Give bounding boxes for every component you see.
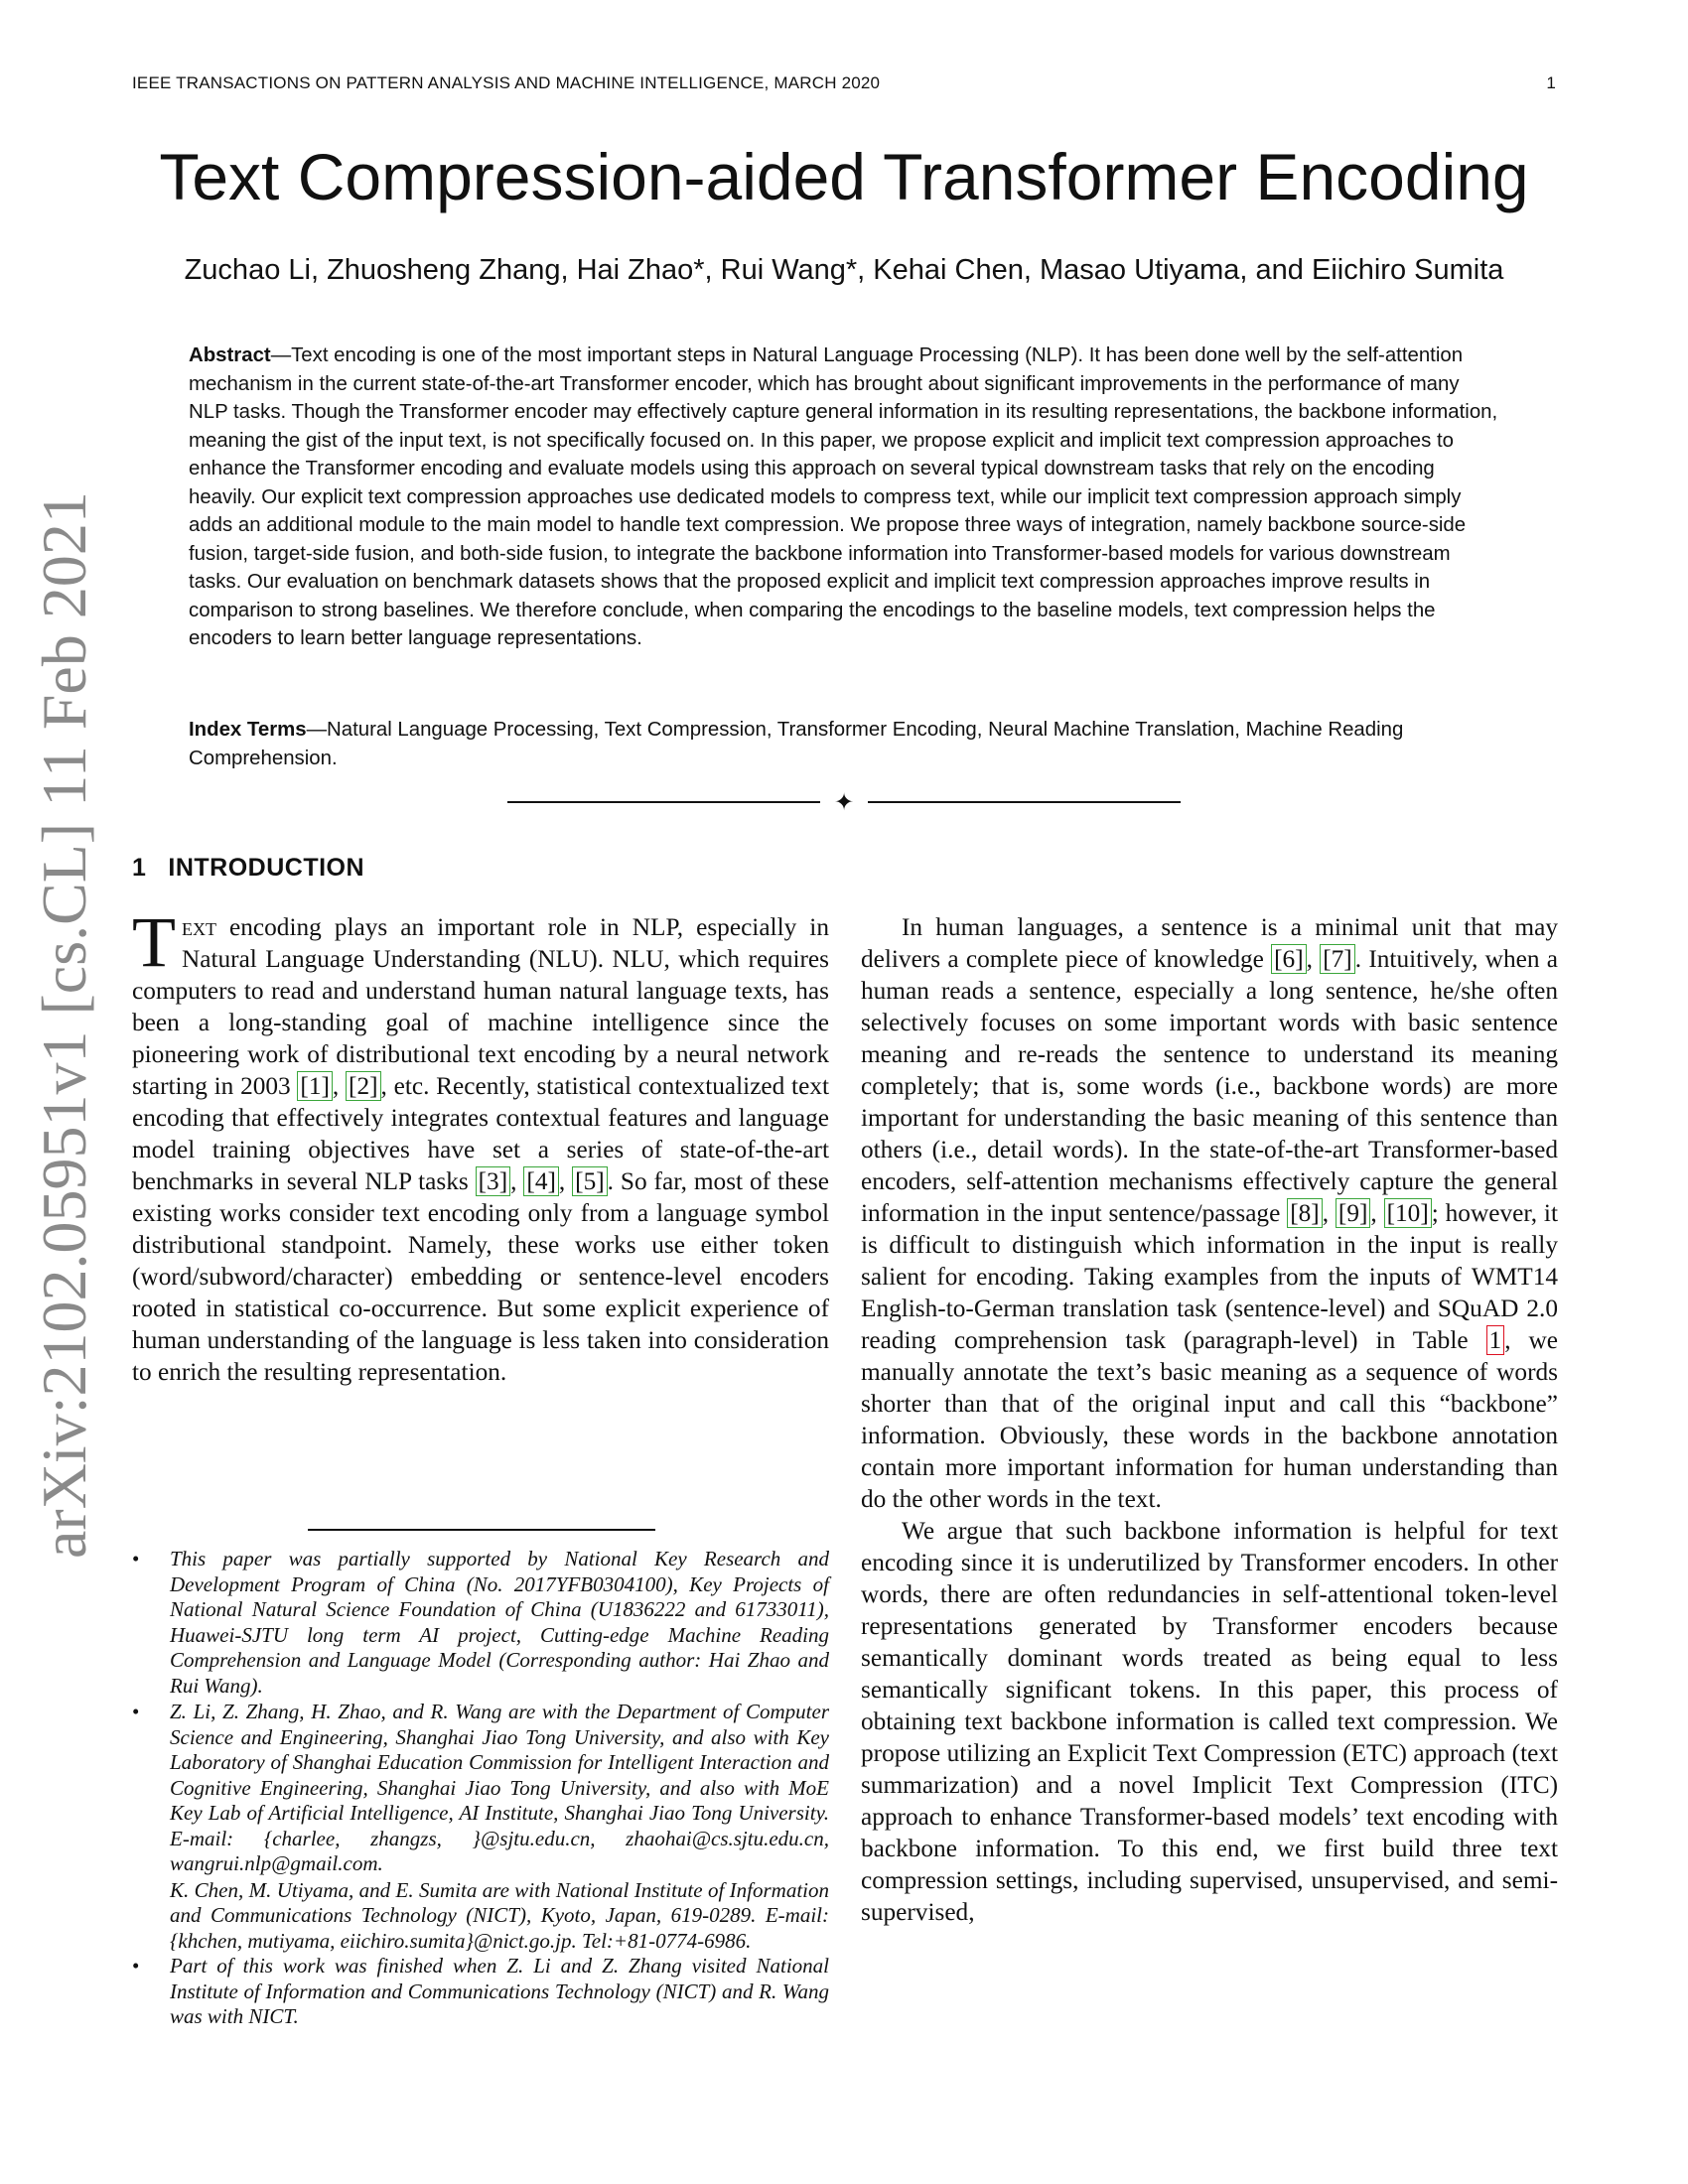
citation-link[interactable]: [7] bbox=[1320, 944, 1355, 974]
citation-link[interactable]: [4] bbox=[523, 1166, 559, 1196]
citation-link[interactable]: [10] bbox=[1384, 1198, 1432, 1228]
index-terms bbox=[189, 716, 1499, 772]
author-list: Zuchao Li, Zhuosheng Zhang, Hai Zhao*, Rui Wang*, Kehai Chen, Masao Utiyama, and Eiichiro Sumita bbox=[184, 254, 1504, 286]
citation-link[interactable]: [2] bbox=[346, 1071, 381, 1101]
intro-paragraph-3: We argue that such backbone information is helpful for text encoding since it is underutilized by Transformer encoders. In other words, there are often redundancies in self-attentional token-level representations generated by Transformer encoders because semantically dominant words treated as being equal to less semantically significant tokens. In this paper, this process of obtaining text backbone information is called text compression. We propose utilizing an Explicit Text Compression (ETC) approach (text summarization) and a novel Implicit Text Compression (ITC) approach to enhance Transformer-based models’ text encoding with backbone information. To this end, we first build three text compression settings, including supervised, unsupervised, and semi-supervised, bbox=[861, 1517, 1558, 1926]
running-header bbox=[132, 73, 1556, 93]
paragraph-text: . Intuitively, when a human reads a sentence, especially a long sentence, he/she often selectively focuses on some important words with basic sentence meaning and re-reads the sentence to understand its meaning completely; that is, some words (i.e., backbone words) are more important for understanding the basic meaning of this sentence than others (i.e., detail words). In the state-of-the-art Transformer-based encoders, self-attention mechanisms effectively capture the general information in the input sentence/passage bbox=[861, 945, 1558, 1227]
bullet-icon: • bbox=[132, 1547, 140, 1570]
citation-link[interactable]: [3] bbox=[476, 1166, 511, 1196]
comma: , bbox=[1306, 945, 1321, 973]
comma: , bbox=[510, 1167, 524, 1195]
abstract bbox=[189, 341, 1499, 653]
footnote-text: This paper was partially supported by National Key Research and Development Program of China (No. 2017YFB0304100), Key Projects of National Natural Science Foundation of China (U1836222 and 61733011), Huawei-SJTU long term AI project, Cutting-edge Machine Reading Comprehension and Language Model (Corresponding author: Hai Zhao and Rui Wang). bbox=[170, 1547, 829, 1698]
page-number: 1 bbox=[1546, 73, 1556, 92]
footnote-rule bbox=[308, 1529, 655, 1531]
intro-paragraph-2 bbox=[861, 911, 1558, 1515]
citation-link[interactable]: [8] bbox=[1287, 1198, 1323, 1228]
section-number: 1 bbox=[132, 854, 147, 882]
left-column bbox=[132, 902, 829, 1388]
abstract-label: Abstract bbox=[189, 344, 271, 366]
bullet-icon: • bbox=[132, 1954, 140, 1978]
footnote-item bbox=[132, 1954, 829, 2030]
section-heading bbox=[132, 854, 364, 883]
section-separator bbox=[496, 788, 1192, 816]
index-terms-label: Index Terms bbox=[189, 719, 307, 741]
comma: , bbox=[332, 1072, 347, 1100]
arxiv-identifier[interactable]: arXiv:2102.05951v1 [cs.CL] 11 Feb 2021 bbox=[29, 491, 99, 1559]
index-terms-text: —Natural Language Processing, Text Compression, Transformer Encoding, Neural Machine Translation, Machine Reading Comprehension. bbox=[189, 719, 1404, 769]
section-title: INTRODUCTION bbox=[168, 854, 365, 882]
intro-paragraph-1 bbox=[132, 902, 829, 1388]
table-reference-link[interactable]: 1 bbox=[1486, 1325, 1505, 1355]
first-word-rest: ext bbox=[181, 913, 216, 941]
abstract-text: —Text encoding is one of the most important steps in Natural Language Processing (NLP). It has been done well by the self-attention mechanism in the current state-of-the-art Transformer encoder, which has brought about significant improvements in the performance of many NLP tasks. Though the Transformer encoder may effectively capture general information in its resulting representations, the backbone information, meaning the gist of the input text, is not specifically focused on. In this paper, we propose explicit and implicit text compression approaches to enhance the Transformer encoding and evaluate models using this approach on several typical downstream tasks that rely on the encoding heavily. Our explicit text compression approaches use dedicated models to compress text, while our implicit text compression approach simply adds an additional module to the main model to handle text compression. We propose three ways of integration, namely backbone source-side fusion, target-side fusion, and both-side fusion, to integrate the backbone information into Transformer-based models for various downstream tasks. Our evaluation on benchmark datasets shows that the proposed explicit and implicit text compression approaches improve results in comparison to strong baselines. We therefore conclude, when comparing the encodings to the baseline models, text compression helps the encoders to learn better language representations. bbox=[189, 344, 1498, 649]
footnote-continuation: K. Chen, M. Utiyama, and E. Sumita are with National Institute of Information and Communications Technology (NICT), Kyoto, Japan, 619-0289. E-mail: {khchen, mutiyama, eiichiro.sumita}@nict.go.jp. Tel:+81-0774-6986. bbox=[170, 1877, 829, 1953]
paragraph-text: . So far, most of these existing works consider text encoding only from a language symbol distributional standpoint. Namely, these works use either token (word/subword/character) embedding or sentence-level encoders rooted in statistical co-occurrence. But some explicit experience of human understanding of the language is less taken into consideration to enrich the resulting representation. bbox=[132, 1167, 829, 1386]
separator-diamond-icon: ✦ bbox=[833, 788, 855, 816]
citation-link[interactable]: [5] bbox=[572, 1166, 608, 1196]
citation-link[interactable]: [6] bbox=[1271, 944, 1307, 974]
footnote-text: Z. Li, Z. Zhang, H. Zhao, and R. Wang are with the Department of Computer Science and Engineering, Shanghai Jiao Tong University, and also with Key Laboratory of Shanghai Education Commission for Intelligent Interaction and Cognitive Engineering, Shanghai Jiao Tong University, and also with MoE Key Lab of Artificial Intelligence, AI Institute, Shanghai Jiao Tong University. E-mail: {charlee, zhangzs, }@sjtu.edu.cn, zhaohai@cs.sjtu.edu.cn, wangrui.nlp@gmail.com. bbox=[170, 1700, 829, 1875]
right-column bbox=[861, 911, 1558, 1928]
paragraph-text: In human languages, a sentence is a minimal unit that may delivers a complete piece of knowledge bbox=[861, 913, 1558, 973]
journal-name: IEEE TRANSACTIONS ON PATTERN ANALYSIS AND MACHINE INTELLIGENCE, MARCH 2020 bbox=[132, 73, 881, 92]
paragraph-text: encoding plays an important role in NLP, especially in Natural Language Understanding (NLU). NLU, which requires computers to read and understand human natural language texts, has been a long-standing goal of machine intelligence since the pioneering work of distributional text encoding by a neural network starting in 2003 bbox=[132, 913, 829, 1100]
paragraph-text: , etc. Recently, statistical contextualized text encoding that effectively integrates contextual features and language model training objectives have set a series of state-of-the-art benchmarks in several NLP tasks bbox=[132, 1072, 829, 1195]
footnote-text: Part of this work was finished when Z. Li and Z. Zhang visited National Institute of Information and Communications Technology (NICT) and R. Wang was with NICT. bbox=[170, 1954, 829, 2028]
citation-link[interactable]: [9] bbox=[1336, 1198, 1371, 1228]
comma: , bbox=[1322, 1199, 1336, 1227]
bullet-icon: • bbox=[132, 1700, 140, 1723]
paper-title: Text Compression-aided Transformer Encoding bbox=[159, 140, 1529, 213]
comma: , bbox=[1370, 1199, 1384, 1227]
footnote-item bbox=[132, 1547, 829, 1699]
footnotes bbox=[132, 1547, 829, 2031]
drop-cap: T bbox=[132, 902, 176, 982]
comma: , bbox=[558, 1167, 573, 1195]
separator-line-left bbox=[507, 801, 820, 803]
separator-line-right bbox=[868, 801, 1181, 803]
paragraph-text: ; however, it is difficult to distinguish which information in the input is really salient for encoding. Taking examples from the inputs of WMT14 English-to-German translation task (sentence-level) and SQuAD 2.0 reading comprehension task (paragraph-level) in Table bbox=[861, 1199, 1558, 1354]
footnote-item bbox=[132, 1700, 829, 1877]
paragraph-text: , we manually annotate the text’s basic meaning as a sequence of words shorter than that of the original input and call this “backbone” information. Obviously, these words in the backbone annotation contain more important information for human understanding than do the other words in the text. bbox=[861, 1326, 1558, 1513]
citation-link[interactable]: [1] bbox=[297, 1071, 333, 1101]
